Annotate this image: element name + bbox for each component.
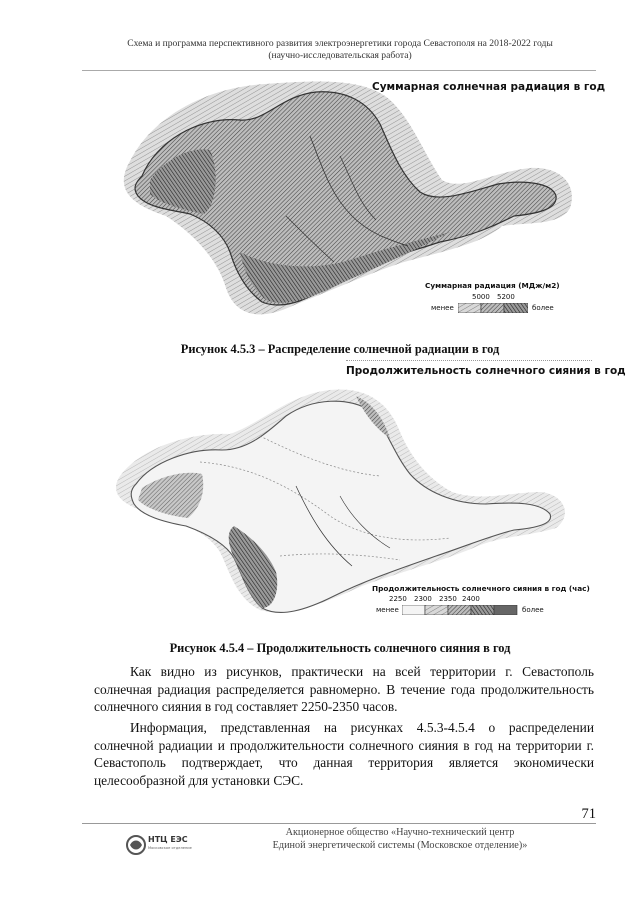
map2-legend-title: Продолжительность солнечного сияния в год (час)	[372, 584, 590, 593]
page-footer	[210, 826, 590, 852]
logo-text: НТЦ ЕЭС	[148, 835, 188, 844]
map1-legend-title: Суммарная радиация (МДж/м2)	[425, 281, 560, 290]
map1-legend-value: 5000	[472, 293, 490, 301]
header-line-2: (научно-исследовательская работа)	[268, 50, 412, 61]
map2-legend-scale	[402, 605, 518, 615]
map1-legend-scale	[458, 303, 528, 313]
figure1-caption: Рисунок 4.5.3 – Распределение солнечной радиации в год	[180, 342, 500, 356]
company-logo	[124, 831, 192, 859]
map2-title: Продолжительность солнечного сияния в год	[346, 365, 626, 377]
map1-legend-less: менее	[431, 304, 454, 312]
map2-legend-value: 2350	[439, 595, 457, 603]
page-number: 71	[581, 806, 596, 822]
footer-divider	[82, 823, 596, 824]
map1-legend-value: 5200	[497, 293, 515, 301]
map1-legend-more: более	[532, 304, 554, 312]
map2-legend-value: 2400	[462, 595, 480, 603]
body-paragraph-1: Как видно из рисунков, практически на всей территории г. Севастополь солнечная радиация распределяется равномерно. В течение года продолжительность солнечного сияния в год составляет 2250-2350 часов.	[94, 664, 594, 715]
map2-legend-more: более	[522, 606, 544, 614]
page-header	[80, 38, 600, 62]
figure2-caption: Рисунок 4.5.4 – Продолжительность солнечного сияния в год	[169, 641, 511, 655]
map2-legend-less: менее	[376, 606, 399, 614]
solar-radiation-map	[90, 76, 600, 338]
header-line-1: Схема и программа перспективного развития электроэнергетики города Севастополя на 2018-2022 годы	[127, 38, 553, 49]
map2-legend-value: 2300	[414, 595, 432, 603]
map2-title-rule	[346, 360, 592, 361]
footer-line-1: Акционерное общество «Научно-технический центр	[285, 827, 515, 838]
map2-legend-value: 2250	[389, 595, 407, 603]
logo-subtext: Московское отделение	[148, 846, 192, 850]
body-paragraph-2: Информация, представленная на рисунках 4.5.3-4.5.4 о распределении солнечной радиации и продолжительности солнечного сияния в год на территории г. Севастополь подтверждает, что данная территория является экономически целесообразной для установки СЭС.	[94, 720, 594, 788]
header-divider	[82, 70, 596, 71]
map1-title: Суммарная солнечная радиация в год	[372, 81, 606, 93]
sunshine-duration-map	[90, 376, 600, 634]
footer-line-2: Единой энергетической системы (Московское отделение)»	[272, 840, 528, 851]
